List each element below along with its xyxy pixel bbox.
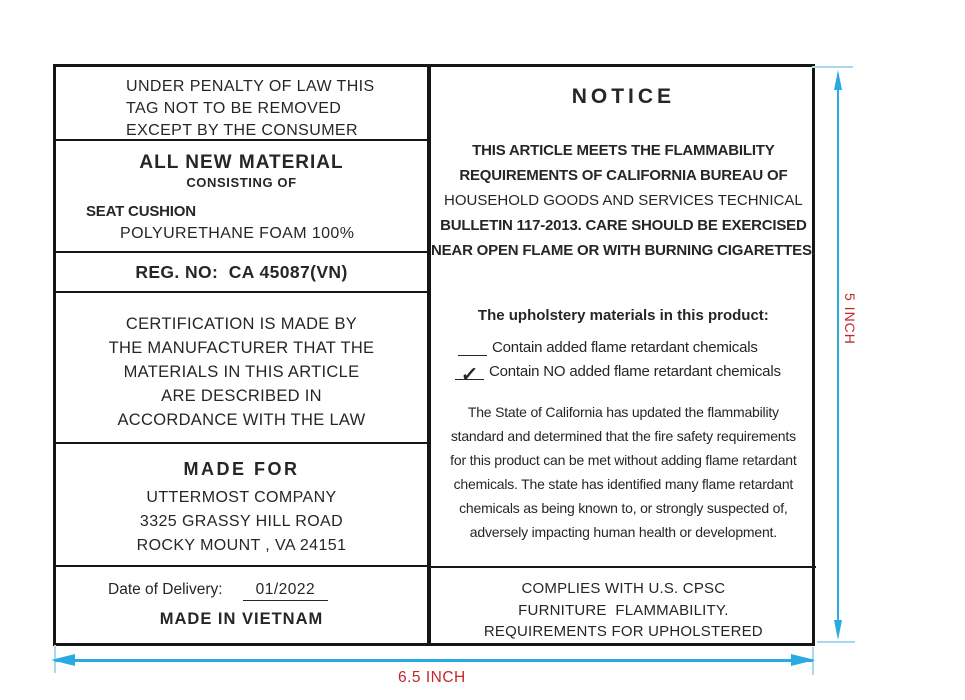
made-for-heading: MADE FOR — [183, 459, 300, 479]
certification-line: MATERIALS IN THIS ARTICLE — [123, 363, 360, 381]
option-contain-added — [455, 332, 816, 356]
option-text: Contain added flame retardant chemicals — [492, 339, 758, 356]
certification-line: CERTIFICATION IS MADE BY — [125, 315, 358, 333]
country-of-origin: MADE IN VIETNAM — [159, 610, 324, 628]
penalty-section — [56, 67, 427, 141]
notice-section — [431, 67, 816, 568]
width-dimension-line — [55, 659, 813, 662]
delivery-section — [56, 567, 427, 643]
upholstery-heading: The upholstery materials in this product: — [477, 307, 769, 324]
arrow-up-icon — [834, 70, 842, 90]
arrow-down-icon — [834, 620, 842, 640]
cpsc-line: COMPLIES WITH U.S. CPSC — [521, 580, 726, 597]
material-section — [56, 141, 427, 253]
penalty-line: UNDER PENALTY OF LAW THIS — [126, 78, 375, 95]
certification-line: THE MANUFACTURER THAT THE — [108, 339, 375, 357]
certification-line: ARE DESCRIBED IN — [161, 387, 322, 405]
state-line: The State of California has updated the flammability — [467, 404, 779, 420]
cpsc-section — [431, 568, 816, 643]
arrow-left-icon — [51, 654, 75, 666]
check-icon: ✓ — [460, 364, 479, 386]
unchecked-blank — [458, 341, 487, 356]
reg-number: REG. NO: CA 45087(VN) — [135, 261, 348, 282]
material-heading: ALL NEW MATERIAL — [139, 152, 344, 173]
state-line: adversely impacting human health or development. — [469, 524, 777, 540]
flammability-line: NEAR OPEN FLAME OR WITH BURNING CIGARETTES. — [431, 242, 816, 259]
dimension-extension-line-bottom — [817, 641, 855, 643]
state-line: chemicals as being known to, or strongly suspected of, — [459, 500, 788, 516]
state-line: for this product can be met without adding flame retardant — [450, 452, 797, 468]
state-update-paragraph — [431, 400, 816, 544]
made-for-company: UTTERMOST COMPANY — [146, 489, 337, 506]
dimension-extension-line-top — [812, 66, 853, 68]
delivery-date-label: Date of Delivery: — [108, 581, 223, 598]
made-for-city: ROCKY MOUNT , VA 24151 — [136, 537, 347, 554]
upholstery-options — [431, 332, 816, 386]
material-item: SEAT CUSHION — [86, 203, 196, 220]
penalty-line: EXCEPT BY THE CONSUMER — [126, 122, 358, 139]
flammability-line: BULLETIN 117-2013. CARE SHOULD BE EXERCISED — [440, 217, 807, 234]
reg-number-section — [56, 253, 427, 293]
material-subheading: CONSISTING OF — [186, 175, 297, 190]
made-for-street: 3325 GRASSY HILL ROAD — [139, 513, 344, 530]
width-dimension-label: 6.5 INCH — [398, 669, 466, 686]
cpsc-line: REQUIREMENTS FOR UPHOLSTERED — [483, 623, 763, 640]
penalty-line: TAG NOT TO BE REMOVED — [126, 100, 342, 117]
state-line: chemicals. The state has identified many flame retardant — [453, 476, 794, 492]
law-label — [53, 64, 815, 646]
height-dimension-label: 5 INCH — [842, 293, 858, 345]
certification-line: ACCORDANCE WITH THE LAW — [117, 411, 366, 429]
option-contain-no-added — [455, 356, 816, 386]
flammability-line: HOUSEHOLD GOODS AND SERVICES TECHNICAL — [444, 192, 803, 209]
left-column — [56, 67, 431, 643]
delivery-date-value: 01/2022 — [243, 581, 329, 601]
flammability-line: THIS ARTICLE MEETS THE FLAMMABILITY — [472, 142, 775, 159]
flammability-line: REQUIREMENTS OF CALIFORNIA BUREAU OF — [459, 167, 788, 184]
state-line: standard and determined that the fire safety requirements — [450, 428, 796, 444]
made-for-section — [56, 444, 427, 567]
material-content: POLYURETHANE FOAM 100% — [120, 225, 355, 242]
notice-title: NOTICE — [571, 85, 676, 108]
right-column — [431, 67, 816, 643]
height-dimension-line — [837, 74, 839, 624]
arrow-right-icon — [791, 654, 815, 666]
certification-section — [56, 293, 427, 444]
checked-blank — [455, 364, 484, 386]
option-text: Contain NO added flame retardant chemicals — [489, 363, 781, 380]
cpsc-line: FURNITURE FLAMMABILITY. — [518, 601, 729, 619]
flammability-paragraph — [431, 138, 816, 263]
